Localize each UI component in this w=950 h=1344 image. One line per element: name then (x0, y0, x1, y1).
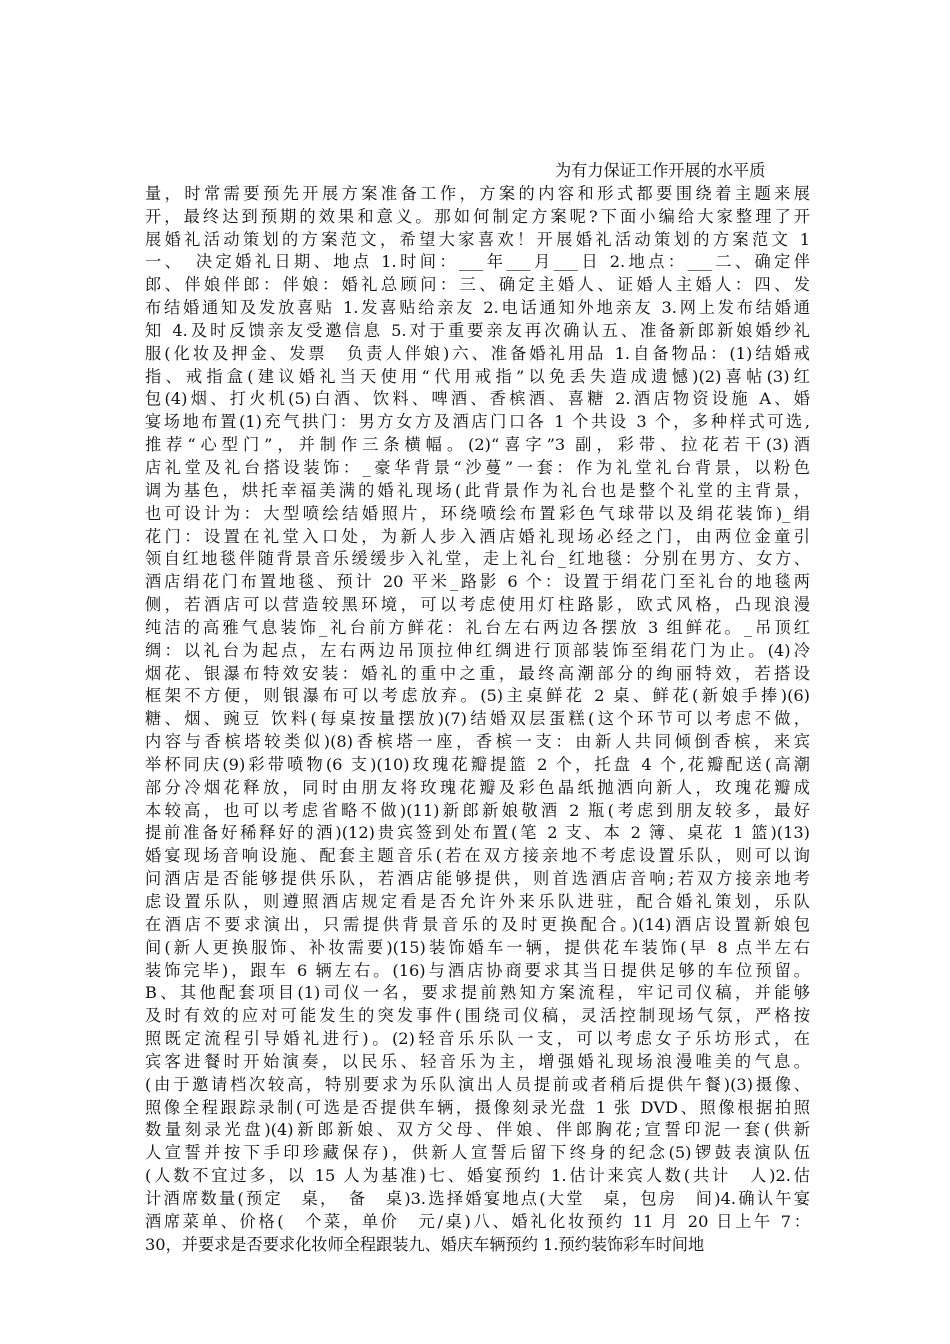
text-line-30: 提前准备好稀释好的酒)(12)贵宾签到处布置(笔 2 支、本 2 簿、桌花 1 篮)(13) (145, 823, 810, 843)
text-line-36: 装饰完毕)，跟车 6 辆左右。(16)与酒店协商要求其当日提供足够的车位预留。 (145, 960, 810, 980)
text-line-19: 酒店绢花门布置地毯、预计 20 平米_路影 6 个：设置于绢花门至礼台的地毯两 (145, 572, 810, 592)
text-line-42: 照像全程跟踪录制(可选是否提供车辆，摄像刻录光盘 1 张 DVD、照像根据拍照 (145, 1097, 810, 1117)
text-line-23: 烟花、银瀑布特效安装：婚礼的重中之重，最终高潮部分的绚丽特效，若搭设 (145, 663, 810, 683)
text-line-31: 婚宴现场音响设施、配套主题音乐(若在双方接亲地不考虑设置乐队，则可以询 (145, 846, 810, 866)
text-line-12: 宴场地布置(1)充气拱门：男方女方及酒店门口各 1 个共设 3 个，多种样式可选, (145, 412, 810, 432)
text-line-3: 开，最终达到预期的效果和意义。那如何制定方案呢?下面小编给大家整理了开 (145, 206, 810, 226)
text-line-46: 计酒席数量(预定 桌， 备 桌)3.选择婚宴地点(大堂 桌，包房 间)4.确认午宴 (145, 1188, 810, 1208)
text-line-1: 为有力保证工作开展的水平质 (555, 161, 766, 180)
text-line-29: 本较高，也可以考虑省略不做)(11)新郎新娘敬酒 2 瓶(考虑到朋友较多，最好 (145, 800, 810, 820)
text-line-6: 郎、伴娘伴郎：伴娘：婚礼总顾问：三、确定主婚人、证婚人主婚人：四、发 (145, 275, 810, 295)
text-line-18: 领自红地毯伴随背景音乐缓缓步入礼堂，走上礼台_红地毯：分别在男方、女方、 (145, 549, 810, 569)
text-line-15: 调为基色，烘托幸福美满的婚礼现场(此背景作为礼台也是整个礼堂的主背景， (145, 480, 810, 500)
text-line-37: B、其他配套项目(1)司仪一名，要求提前熟知方案流程，牢记司仪稿，并能够 (145, 983, 810, 1003)
text-line-38: 及时有效的应对可能发生的突发事件(围绕司仪稿，灵活控制现场气氛，严格按 (145, 1006, 810, 1026)
text-line-13: 推荐“心型门”，并制作三条横幅。(2)“喜字”3 副，彩带、拉花若干(3)酒 (145, 435, 810, 455)
text-line-24: 框架不方便，则银瀑布可以考虑放弃。(5)主桌鲜花 2 桌、鲜花(新娘手捧)(6) (145, 686, 810, 706)
document-body (145, 160, 810, 1257)
text-line-9: 服(化妆及押金、发票 负责人伴娘)六、准备婚礼用品 1.自备物品：(1)结婚戒 (145, 343, 810, 363)
text-line-32: 问酒店是否能够提供乐队，若酒店能够提供，则首选酒店音响;若双方接亲地考 (145, 869, 810, 889)
text-line-43: 数量刻录光盘)(4)新郎新娘、双方父母、伴娘、伴郎胸花;宣誓印泥一套(供新 (145, 1120, 810, 1140)
text-line-41: (由于邀请档次较高，特别要求为乐队演出人员提前或者稍后提供午餐)(3)摄像、 (145, 1074, 810, 1094)
text-line-25: 糖、烟、豌豆 饮料(每桌按量摆放)(7)结婚双层蛋糕(这个环节可以考虑不做， (145, 709, 810, 729)
text-line-45: (人数不宜过多，以 15 人为基准)七、婚宴预约 1.估计来宾人数(共计 人)2.估 (145, 1166, 810, 1186)
text-line-34: 在酒店不要求演出，只需提供背景音乐的及时更换配合。)(14)酒店设置新娘包 (145, 914, 810, 934)
text-line-10: 指、戒指盒(建议婚礼当天使用“代用戒指”以免丢失造成遗憾)(2)喜帖(3)红 (145, 366, 810, 386)
text-line-44: 人宣誓并按下手印珍藏保存)，供新人宣誓后留下终身的纪念(5)锣鼓表演队伍 (145, 1143, 810, 1163)
text-line-16: 也可设计为：大型喷绘结婚照片，环绕喷绘布置彩色气球带以及绢花装饰)_绢 (145, 503, 810, 523)
text-line-40: 宾客进餐时开始演奏，以民乐、轻音乐为主，增强婚礼现场浪漫唯美的气息。 (145, 1051, 810, 1071)
text-line-28: 部分冷烟花释放，同时由朋友将玫瑰花瓣及彩色晶纸抛洒向新人，玫瑰花瓣成 (145, 777, 810, 797)
text-line-33: 虑设置乐队，则遵照酒店规定看是否允许外来乐队进驻，配合婚礼策划，乐队 (145, 892, 810, 911)
text-line-20: 侧，若酒店可以营造较黑环境，可以考虑使用灯柱路影，欧式风格，凸现浪漫 (145, 595, 810, 615)
text-line-22: 绸：以礼台为起点，左右两边吊顶拉伸红绸进行顶部装饰至绢花门为止。(4)冷 (145, 640, 810, 660)
text-line-2: 量，时常需要预先开展方案准备工作，方案的内容和形式都要围绕着主题来展 (145, 183, 810, 203)
text-line-5: 一、 决定婚礼日期、地点 1.时间：___年___月___日 2.地点：___二、确定伴 (145, 252, 810, 272)
text-line-7: 布结婚通知及发放喜贴 1.发喜贴给亲友 2.电话通知外地亲友 3.网上发布结婚通 (145, 298, 810, 318)
text-line-39: 照既定流程引导婚礼进行)。(2)轻音乐乐队一支，可以考虑女子乐坊形式，在 (145, 1029, 810, 1049)
text-line-26: 内容与香槟塔较类似)(8)香槟塔一座，香槟一支：由新人共同倾倒香槟，来宾 (145, 732, 810, 752)
text-line-35: 间(新人更换服饰、补妆需要)(15)装饰婚车一辆，提供花车装饰(早 8 点半左右 (145, 937, 810, 957)
text-line-21: 纯洁的高雅气息装饰_礼台前方鲜花：礼台左右两边各摆放 3 组鲜花。_吊顶红 (145, 617, 810, 637)
text-line-4: 展婚礼活动策划的方案范文，希望大家喜欢！开展婚礼活动策划的方案范文 1 (145, 229, 810, 249)
text-line-47: 酒席菜单、价格( 个菜，单价 元/桌)八、婚礼化妆预约 11 月 20 日上午 7： (145, 1211, 810, 1231)
text-line-27: 举杯同庆(9)彩带喷物(6 支)(10)玫瑰花瓣提篮 2 个，托盘 4 个,花瓣配送(高潮 (145, 754, 810, 774)
text-line-48: 30，并要求是否要求化妆师全程跟装九、婚庆车辆预约 1.预约装饰彩车时间地 (145, 1234, 705, 1254)
text-line-8: 知 4.及时反馈亲友受邀信息 5.对于重要亲友再次确认五、准备新郎新娘婚纱礼 (145, 320, 810, 340)
text-line-17: 花门：设置在礼堂入口处，为新人步入酒店婚礼现场必经之门，由两位金童引 (145, 526, 810, 546)
text-line-11: 包(4)烟、打火机(5)白酒、饮料、啤酒、香槟酒、喜糖 2.酒店物资设施 A、婚 (145, 389, 810, 409)
text-line-14: 店礼堂及礼台搭设装饰：_豪华背景“沙蔓”一套：作为礼堂礼台背景，以粉色 (145, 457, 810, 477)
